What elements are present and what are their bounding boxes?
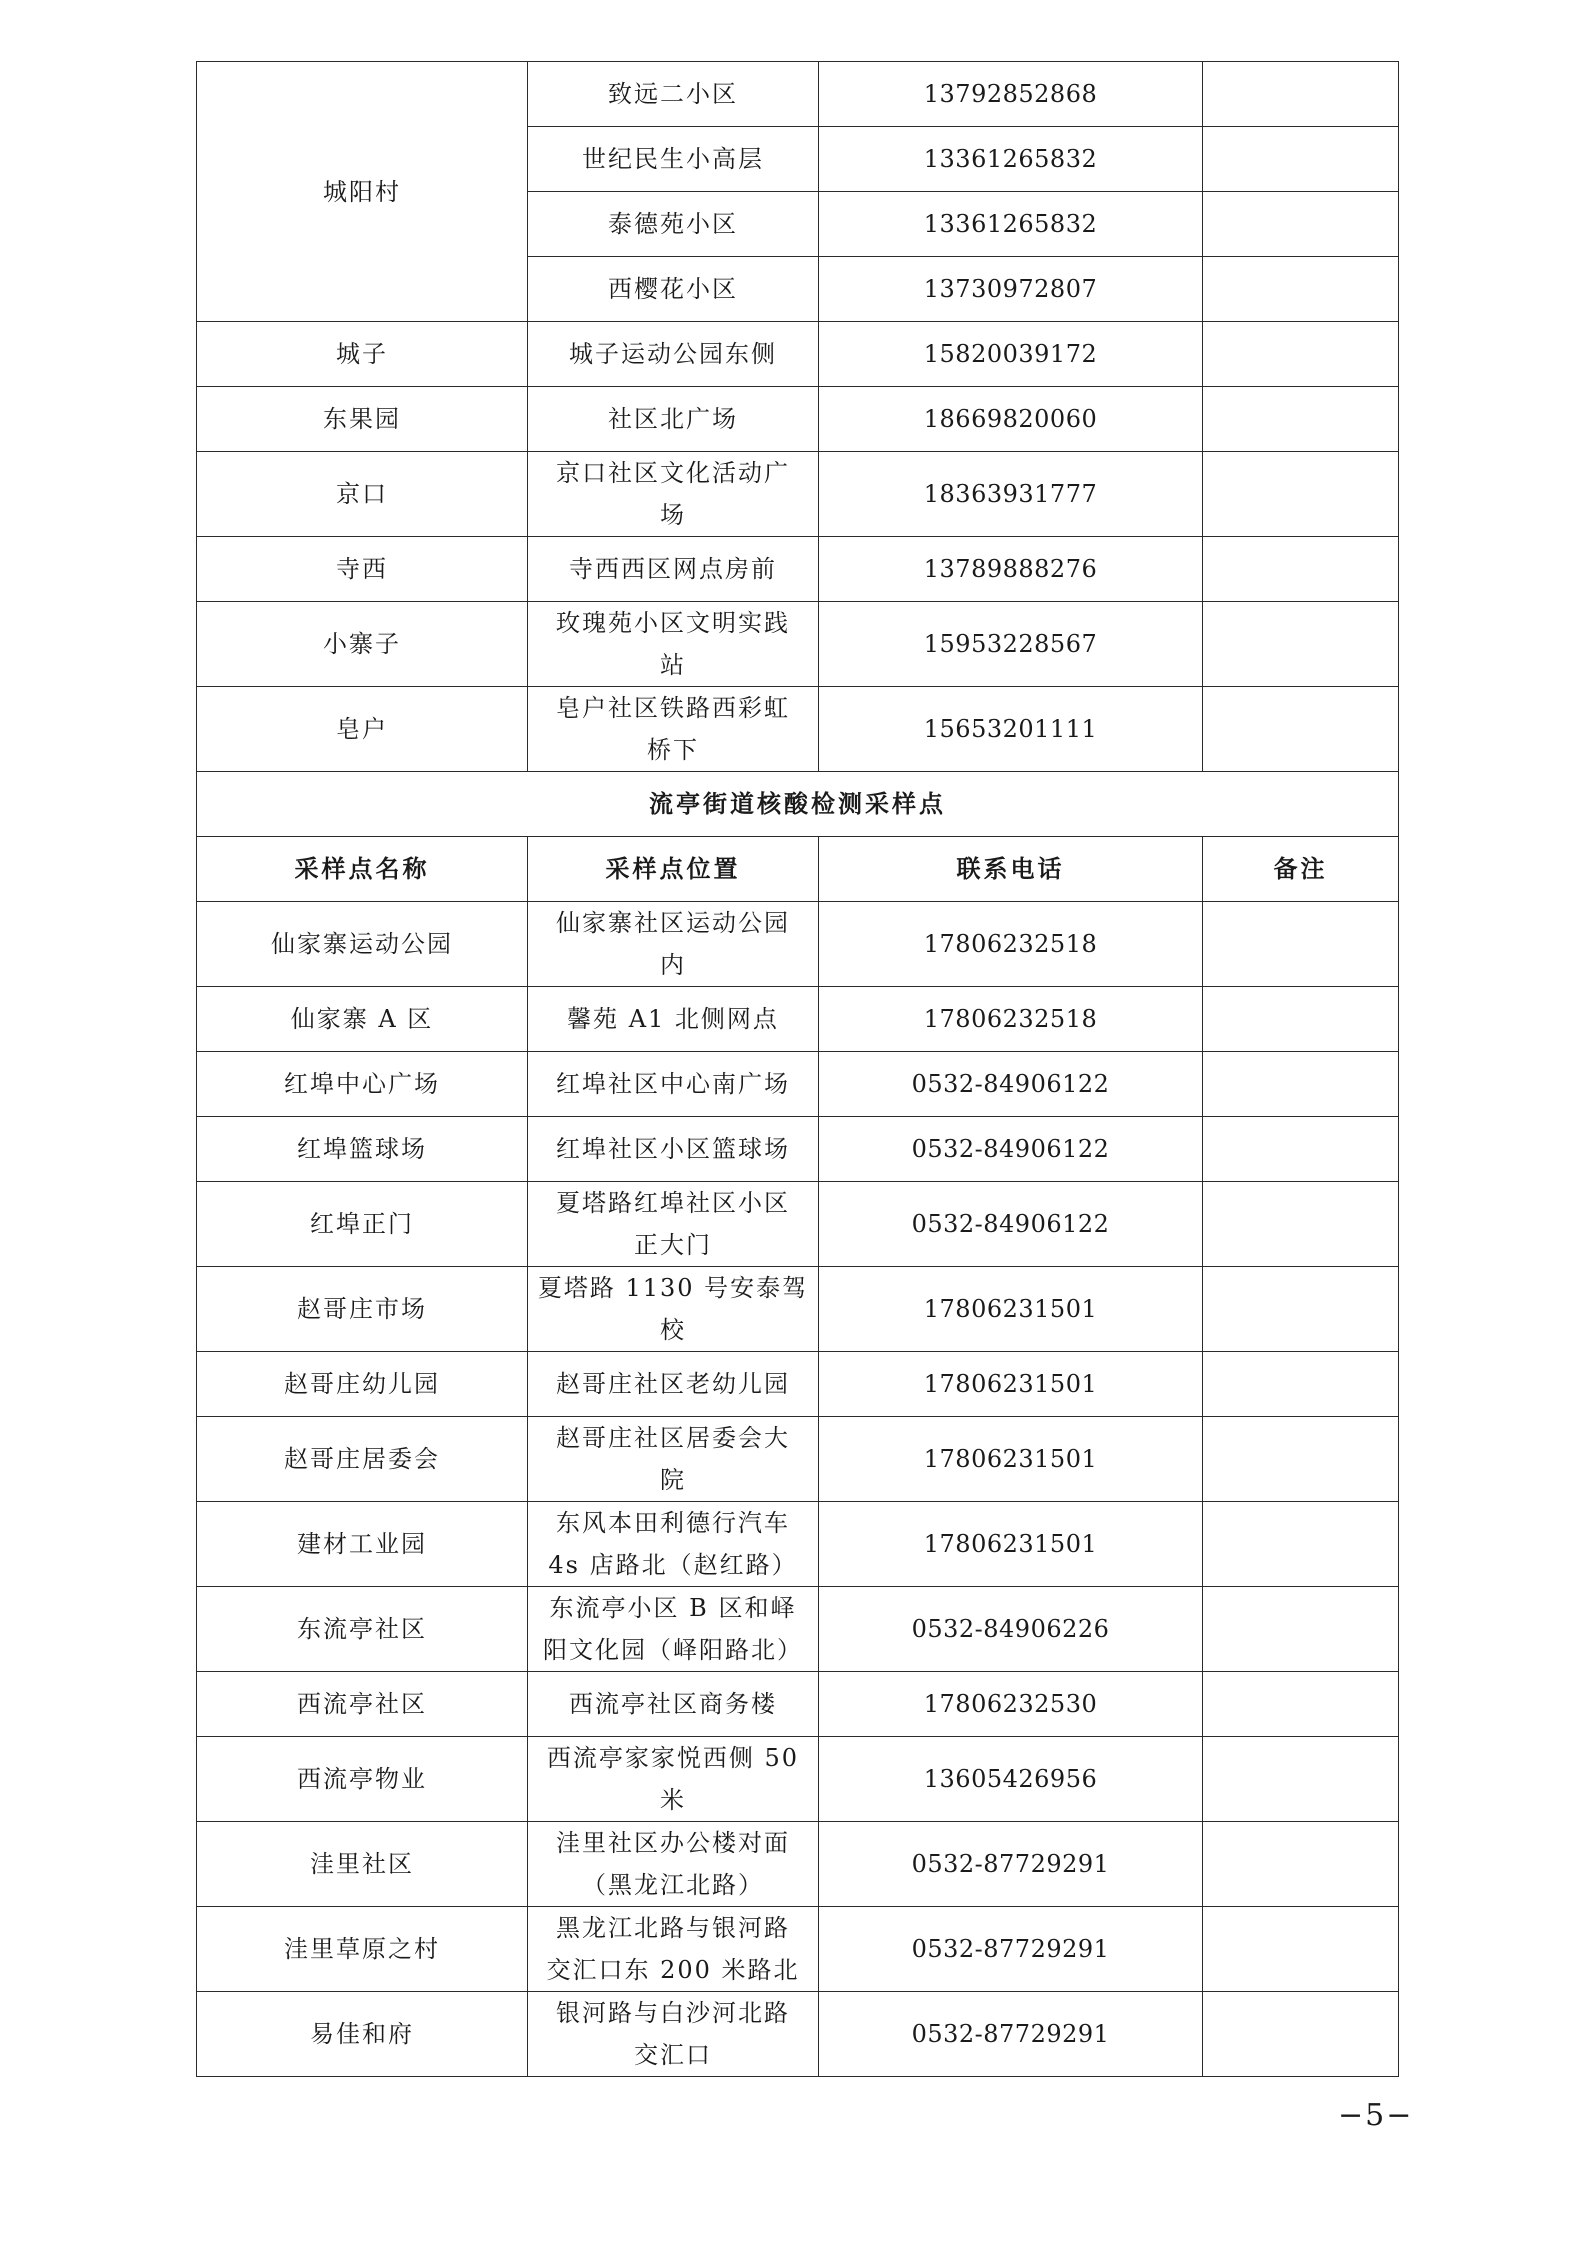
- sampling-point-name-cell: 寺西: [197, 537, 528, 602]
- table-row: [197, 687, 1399, 772]
- location-line: 赵哥庄社区居委会大: [556, 1424, 790, 1452]
- table-row: [197, 1992, 1399, 2077]
- phone-cell: 0532-87729291: [819, 1907, 1203, 1992]
- table-row: [197, 452, 1399, 537]
- sampling-point-name-cell: 小寨子: [197, 602, 528, 687]
- note-cell: [1203, 1992, 1399, 2077]
- note-cell: [1203, 127, 1399, 192]
- note-cell: [1203, 1117, 1399, 1182]
- phone-cell: 15953228567: [819, 602, 1203, 687]
- sampling-point-name-cell: 西流亭物业: [197, 1737, 528, 1822]
- sampling-point-name-cell: 皂户: [197, 687, 528, 772]
- phone-cell: 17806232518: [819, 902, 1203, 987]
- location-line: 玫瑰苑小区文明实践: [556, 609, 790, 637]
- sampling-location-cell: [528, 1267, 819, 1352]
- phone-cell: 13792852868: [819, 62, 1203, 127]
- sampling-point-name-cell: 京口: [197, 452, 528, 537]
- location-line: 桥下: [647, 736, 699, 764]
- sampling-location-cell: 泰德苑小区: [528, 192, 819, 257]
- note-cell: [1203, 1907, 1399, 1992]
- phone-cell: 13361265832: [819, 127, 1203, 192]
- location-line: 东风本田利德行汽车: [556, 1509, 790, 1537]
- location-line: 夏塔路 1130 号安泰驾: [537, 1274, 809, 1302]
- table-row: [197, 1737, 1399, 1822]
- location-line: 阳文化园（峄阳路北）: [543, 1636, 803, 1664]
- location-line: 米: [660, 1786, 686, 1814]
- note-cell: [1203, 1052, 1399, 1117]
- sampling-location-cell: 西流亭社区商务楼: [528, 1672, 819, 1737]
- location-line: 场: [660, 501, 686, 529]
- table-row: [197, 387, 1399, 452]
- location-line: 夏塔路红埠社区小区: [556, 1189, 790, 1217]
- sampling-point-name-cell: 赵哥庄幼儿园: [197, 1352, 528, 1417]
- note-cell: [1203, 537, 1399, 602]
- table-row: [197, 1417, 1399, 1502]
- note-cell: [1203, 1502, 1399, 1587]
- location-line: 内: [660, 951, 686, 979]
- sampling-point-name-cell: 红埠篮球场: [197, 1117, 528, 1182]
- note-cell: [1203, 1672, 1399, 1737]
- sampling-location-cell: 红埠社区小区篮球场: [528, 1117, 819, 1182]
- section-title: 流亭街道核酸检测采样点: [197, 772, 1399, 837]
- sampling-point-name-cell: 赵哥庄居委会: [197, 1417, 528, 1502]
- phone-cell: 13605426956: [819, 1737, 1203, 1822]
- location-line: （黑龙江北路）: [582, 1871, 764, 1899]
- sampling-location-cell: [528, 452, 819, 537]
- sampling-location-cell: [528, 1587, 819, 1672]
- phone-cell: 17806232518: [819, 987, 1203, 1052]
- note-cell: [1203, 452, 1399, 537]
- sampling-location-cell: [528, 1822, 819, 1907]
- phone-cell: 17806231501: [819, 1417, 1203, 1502]
- sampling-location-cell: [528, 1907, 819, 1992]
- sampling-location-cell: 社区北广场: [528, 387, 819, 452]
- column-header-note: 备注: [1203, 837, 1399, 902]
- sampling-points-table-container: [196, 61, 1398, 2077]
- sampling-point-name-cell: 红埠正门: [197, 1182, 528, 1267]
- table-row: [197, 987, 1399, 1052]
- location-line: 洼里社区办公楼对面: [556, 1829, 790, 1857]
- sampling-point-name-cell: 仙家寨 A 区: [197, 987, 528, 1052]
- sampling-location-cell: [528, 687, 819, 772]
- sampling-location-cell: [528, 902, 819, 987]
- sampling-location-cell: 世纪民生小高层: [528, 127, 819, 192]
- sampling-point-name-cell: 易佳和府: [197, 1992, 528, 2077]
- location-line: 站: [660, 651, 686, 679]
- note-cell: [1203, 387, 1399, 452]
- location-line: 交汇口: [634, 2041, 712, 2069]
- table-row: [197, 1907, 1399, 1992]
- phone-cell: 17806232530: [819, 1672, 1203, 1737]
- table-row: [197, 537, 1399, 602]
- note-cell: [1203, 1587, 1399, 1672]
- header-row: [197, 837, 1399, 902]
- phone-cell: 0532-84906122: [819, 1182, 1203, 1267]
- section-title-row: [197, 772, 1399, 837]
- table-row: [197, 62, 1399, 127]
- note-cell: [1203, 987, 1399, 1052]
- sampling-point-name-cell: 仙家寨运动公园: [197, 902, 528, 987]
- column-header-location: 采样点位置: [528, 837, 819, 902]
- sampling-location-cell: 寺西西区网点房前: [528, 537, 819, 602]
- note-cell: [1203, 257, 1399, 322]
- phone-cell: 18669820060: [819, 387, 1203, 452]
- table-row: [197, 1117, 1399, 1182]
- sampling-location-cell: [528, 1182, 819, 1267]
- sampling-location-cell: [528, 1502, 819, 1587]
- location-line: 皂户社区铁路西彩虹: [556, 694, 790, 722]
- phone-cell: 17806231501: [819, 1502, 1203, 1587]
- sampling-point-name-cell: 城子: [197, 322, 528, 387]
- table-row: [197, 1267, 1399, 1352]
- sampling-point-name-cell: 东流亭社区: [197, 1587, 528, 1672]
- location-line: 正大门: [634, 1231, 712, 1259]
- note-cell: [1203, 902, 1399, 987]
- column-header-name: 采样点名称: [197, 837, 528, 902]
- phone-cell: 15820039172: [819, 322, 1203, 387]
- table-row: [197, 1502, 1399, 1587]
- note-cell: [1203, 62, 1399, 127]
- location-line: 黑龙江北路与银河路: [556, 1914, 790, 1942]
- note-cell: [1203, 192, 1399, 257]
- phone-cell: 17806231501: [819, 1267, 1203, 1352]
- sampling-location-cell: [528, 1737, 819, 1822]
- column-header-phone: 联系电话: [819, 837, 1203, 902]
- sampling-point-name-cell: 红埠中心广场: [197, 1052, 528, 1117]
- table-row: [197, 1587, 1399, 1672]
- sampling-location-cell: 红埠社区中心南广场: [528, 1052, 819, 1117]
- note-cell: [1203, 1822, 1399, 1907]
- note-cell: [1203, 1352, 1399, 1417]
- note-cell: [1203, 687, 1399, 772]
- table-row: [197, 322, 1399, 387]
- phone-cell: 18363931777: [819, 452, 1203, 537]
- table-row: [197, 1352, 1399, 1417]
- sampling-point-name-cell: 赵哥庄市场: [197, 1267, 528, 1352]
- phone-cell: 17806231501: [819, 1352, 1203, 1417]
- sampling-point-name-cell: 洼里草原之村: [197, 1907, 528, 1992]
- note-cell: [1203, 1417, 1399, 1502]
- sampling-location-cell: 赵哥庄社区老幼儿园: [528, 1352, 819, 1417]
- location-line: 西流亭家家悦西侧 50: [546, 1744, 800, 1772]
- location-line: 交汇口东 200 米路北: [546, 1956, 800, 1984]
- table-row: [197, 1182, 1399, 1267]
- sampling-point-name-cell: 东果园: [197, 387, 528, 452]
- note-cell: [1203, 322, 1399, 387]
- sampling-location-cell: 西樱花小区: [528, 257, 819, 322]
- phone-cell: 0532-84906226: [819, 1587, 1203, 1672]
- phone-cell: 13361265832: [819, 192, 1203, 257]
- sampling-location-cell: [528, 1417, 819, 1502]
- sampling-location-cell: [528, 1992, 819, 2077]
- location-line: 银河路与白沙河北路: [556, 1999, 790, 2027]
- note-cell: [1203, 1267, 1399, 1352]
- sampling-point-name-cell: 建材工业园: [197, 1502, 528, 1587]
- phone-cell: 13789888276: [819, 537, 1203, 602]
- phone-cell: 13730972807: [819, 257, 1203, 322]
- table-row: [197, 1052, 1399, 1117]
- location-line: 校: [660, 1316, 686, 1344]
- location-line: 院: [660, 1466, 686, 1494]
- location-line: 仙家寨社区运动公园: [556, 909, 790, 937]
- sampling-points-table: [196, 61, 1399, 2077]
- location-line: 京口社区文化活动广: [556, 459, 790, 487]
- table-row: [197, 1672, 1399, 1737]
- table-row: [197, 902, 1399, 987]
- page-number: −5−: [1338, 2098, 1414, 2133]
- sampling-location-cell: 城子运动公园东侧: [528, 322, 819, 387]
- location-line: 4s 店路北（赵红路）: [548, 1551, 798, 1579]
- note-cell: [1203, 1182, 1399, 1267]
- sampling-location-cell: 致远二小区: [528, 62, 819, 127]
- table-row: [197, 1822, 1399, 1907]
- sampling-location-cell: [528, 602, 819, 687]
- sampling-point-name-cell: 城阳村: [197, 62, 528, 322]
- note-cell: [1203, 1737, 1399, 1822]
- phone-cell: 0532-84906122: [819, 1117, 1203, 1182]
- sampling-point-name-cell: 西流亭社区: [197, 1672, 528, 1737]
- phone-cell: 0532-87729291: [819, 1822, 1203, 1907]
- sampling-location-cell: 馨苑 A1 北侧网点: [528, 987, 819, 1052]
- note-cell: [1203, 602, 1399, 687]
- phone-cell: 0532-84906122: [819, 1052, 1203, 1117]
- table-row: [197, 602, 1399, 687]
- location-line: 东流亭小区 B 区和峄: [549, 1594, 797, 1622]
- phone-cell: 0532-87729291: [819, 1992, 1203, 2077]
- phone-cell: 15653201111: [819, 687, 1203, 772]
- sampling-point-name-cell: 洼里社区: [197, 1822, 528, 1907]
